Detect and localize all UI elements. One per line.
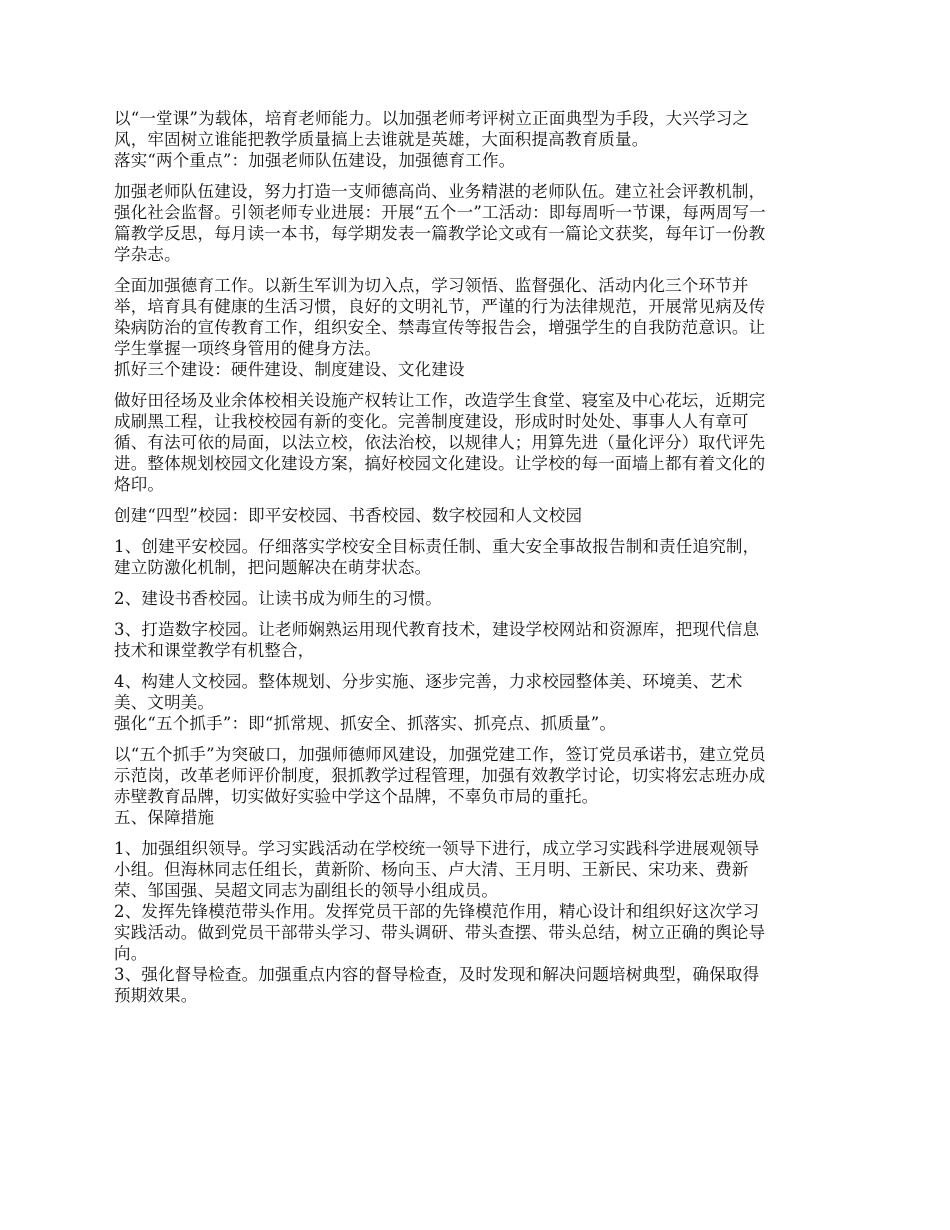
spacer xyxy=(114,609,844,619)
spacer xyxy=(114,495,844,505)
safeguard-item-1: 1、加强组织领导。学习实践活动在学校统一领导下进行，成立学习实践科学进展观领导 小组。但海林同志任组长，黄新阶、杨向玉、卢大清、王月明、王新民、宋功来、费新 荣、邹国强、吴超文同志为副组长的领导小组成员。 xyxy=(114,839,760,900)
section-heading-three-constructions: 抓好三个建设：硬件建设、制度建设、文化建设 xyxy=(114,360,465,379)
list-item-4: 4、构建人文校园。整体规划、分步实施、逐步完善，力求校园整体美、环境美、艺术 美、文明美。 xyxy=(114,672,743,712)
safeguard-item-3: 3、强化督导检查。加强重点内容的督导检查，及时发现和解决问题培树典型，确保取得 预期效果。 xyxy=(114,965,760,1005)
paragraph-2: 落实“两个重点”：加强老师队伍建设，加强德育工作。 xyxy=(114,151,516,170)
document-body xyxy=(114,108,844,1006)
section-heading-five-grips: 强化“五个抓手”：即“抓常规、抓安全、抓落实、抓亮点、抓质量”。 xyxy=(114,714,617,733)
spacer xyxy=(114,380,844,390)
spacer xyxy=(114,734,844,744)
spacer xyxy=(114,661,844,671)
paragraph-6: 做好田径场及业余体校相关设施产权转让工作，改造学生食堂、寝室及中心花坛，近期完 成刷黑工程，让我校校园有新的变化。完善制度建设，形成时时处处、事事人人有章可 循、有法可依的局面，以法立校，依法治校，以规律人；用算先进（量化评分）取代评先 进。整体规划校园文化建设方案，搞好校园文化建设。让学校的每一面墙上都有着文化的 烙印。 xyxy=(114,391,766,494)
spacer xyxy=(114,171,844,181)
spacer xyxy=(114,828,844,838)
safeguard-item-2: 2、发挥先锋模范带头作用。发挥党员干部的先锋模范作用，精心设计和组织好这次学习 实践活动。做到党员干部带头学习、带头调研、带头查摆、带头总结，树立正确的舆论导 向。 xyxy=(114,902,766,963)
paragraph-3: 加强老师队伍建设，努力打造一支师德高尚、业务精湛的老师队伍。建立社会评教机制， 强化社会监督。引领老师专业进展：开展“五个一”工活动：即每周听一节课，每两周写一 篇教学反思，每月读一本书，每学期发表一篇教学论文或有一篇论文获奖，每年订一份教 学杂志。 xyxy=(114,182,766,264)
spacer xyxy=(114,526,844,536)
paragraph-4: 全面加强德育工作。以新生军训为切入点，学习领悟、监督强化、活动内化三个环节并 举，培育具有健康的生活习惯，良好的文明礼节，严谨的行为法律规范，开展常见病及传 染病防治的宣传教育工作，组织安全、禁毒宣传等报告会，增强学生的自我防范意识。让 学生掌握一项终身管用的健身方法。 xyxy=(114,276,766,358)
list-item-2: 2、建设书香校园。让读书成为师生的习惯。 xyxy=(114,589,442,608)
spacer xyxy=(114,265,844,275)
paragraph-13: 以“五个抓手”为突破口，加强师德师风建设，加强党建工作，签订党员承诺书，建立党员 示范岗，改革老师评价制度，狠抓教学过程管理，加强有效教学讨论，切实将宏志班办成 赤壁教育品牌，切实做好实验中学这个品牌，不辜负市局的重托。 xyxy=(114,745,766,806)
section-heading-four-campus: 创建“四型”校园：即平安校园、书香校园、数字校园和人文校园 xyxy=(114,506,583,525)
spacer xyxy=(114,578,844,588)
section-heading-safeguards: 五、保障措施 xyxy=(114,808,215,827)
list-item-1: 1、创建平安校园。仔细落实学校安全目标责任制、重大安全事故报告制和责任追究制， 建立防激化机制，把问题解决在萌芽状态。 xyxy=(114,537,760,577)
list-item-3: 3、打造数字校园。让老师娴熟运用现代教育技术，建设学校网站和资源库，把现代信息 技术和课堂教学有机整合， xyxy=(114,620,760,660)
paragraph-1: 以“一堂课”为载体，培育老师能力。以加强老师考评树立正面典型为手段，大兴学习之 风，牢固树立谁能把教学质量搞上去谁就是英雄，大面积提高教育质量。 xyxy=(114,109,750,149)
